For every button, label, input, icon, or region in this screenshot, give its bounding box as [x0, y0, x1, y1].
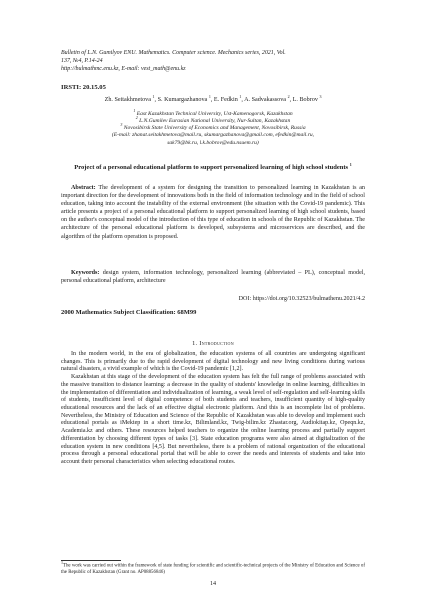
section-title: Introduction [199, 340, 234, 347]
abstract-label: Abstract: [71, 185, 96, 191]
keywords-label: Keywords: [71, 270, 100, 276]
author-affiliation-mark: 3 [319, 93, 322, 99]
author-name: L. Bobrov [292, 97, 318, 103]
journal-line-2: 137, №4, P.14-24 [61, 58, 103, 65]
author-affiliation-mark: 1 [239, 93, 242, 99]
affiliation-number: 3 [120, 122, 123, 128]
doi-link[interactable]: DOI: https://doi.org/10.32523/bulmathenu.2021/4.2 [238, 296, 365, 302]
paper-title-text: Project of a personal educational platform to support personalized learning of high school students [74, 164, 349, 171]
section-number: 1. [192, 340, 198, 347]
email-line-2: sak79@bk.ru, l.k.bobrov@edu.nsuem.ru) [167, 139, 259, 146]
footnote-text: The work was carried out within the framework of state funding for scientific and scientific-technical projects of the Ministry of Education and Science of the Republic of Kazakhstan (Grant no. AP08856846) [61, 563, 365, 575]
section-heading [61, 340, 365, 347]
author-affiliation-mark: 1 [152, 93, 155, 99]
author-list: Zh. Seitakhmetova $^1$, S. Kumargazhanova $^1$, E. Fedkin $^1$, A. Sadvakassova $^2$, L. Bobrov $^3$ [104, 93, 322, 103]
journal-line-1: Bulletin of L.N. Gumilyov ENU. Mathematics. Computer science. Mechanics series, 2021, Vol. [61, 50, 286, 56]
author-affiliation-mark: 1 [208, 93, 211, 99]
page-number: 14 [209, 581, 217, 587]
affiliation-text: L.N.Gumilev Eurasian National University, Nur-Sultan, Kazakhstan [139, 118, 291, 125]
author-name: A. Sadvakassova [244, 97, 287, 103]
paper-title [61, 161, 365, 173]
author-name: S. Kumargazhanova [157, 97, 208, 103]
affiliation-text: East Kazakhstan Technical University, Ust-Kamenogorsk, Kazakhstan [136, 111, 293, 117]
footnote [61, 560, 365, 576]
msc-classification: 2000 Mathematics Subject Classification: 68M99 [61, 309, 197, 316]
author-name: Zh. Seitakhmetova [104, 97, 151, 103]
author-name: E. Fedkin [213, 97, 238, 103]
keywords-text: design system, information technology, personalized learning (abbreviated – PL), conceptual model, personal educational platform, architecture [61, 270, 365, 285]
email-line-1: (E-mail: zhanat.seitakhmetova@mail.ru, skumargazhanova@gmail.com, efedkin@mail.ru, [111, 132, 315, 139]
author-affiliation-mark: 2 [287, 93, 290, 99]
affiliations [61, 108, 365, 147]
introduction-body [61, 351, 365, 467]
abstract-text: The development of a system for designing the transition to personalized learning in Kazakhstan is an important direction for the development of innovations both in the field of information technology and in the field of school education, taking into account the instability of the external environment (the situation with the Covid-19 pandemic). This article presents a project of a personal educational platform to support personalized learning of high school students, based on the author's conceptual model of the introduction of this type of education in schools of the Republic of Kazakhstan. The architecture of the personal educational platform is developed, subsystems and microservices are described, and the algorithm of the platform operation is proposed. [61, 185, 365, 240]
affiliation-text: Novosibirsk State University of Economics and Management, Novosibirsk, Russia [123, 125, 306, 132]
footnote-rule [61, 560, 121, 561]
intro-paragraph: Kazakhstan at this stage of the development of the education system has felt the full range of problems associated with the massive transition to distance learning: a decrease in the quality of students' knowledge in online learning, difficulties in the implementation of differentiation and individualization of learning, a weak level of self-regulation and self-learning skills of students, insufficient level of digital competence of both students and teachers, insufficient quantity of high-quality educational resources and the lack of an effective digital electronic platform. And this is an incomplete list of problems. Nevertheless, the Ministry of Education and Science of the Republic of Kazakhstan was able to develop and implement such educational portals as iMektep in a short time.kz, Bilimland.kz, Twig-bilim.kz Zhastar.org, Audiokitap.kz, Opeqn.kz, Academia.kz and others. These resources helped teachers to organize the online learning process and partially support differentiation by choosing different types of tasks [3]. State education programs were also aimed at digitalization of the education system in new conditions [4,5]. But nevertheless, there is a problem of rational organization of the educational process through a personal educational portal that will be able to cover the needs and interests of students and take into account their personal characteristics when selecting educational routes. [61, 374, 365, 466]
title-footnote-mark: 1 [349, 161, 352, 167]
footnote-mark: 1 [61, 560, 63, 565]
affiliation-number: 2 [135, 115, 138, 121]
intro-paragraph: In the modern world, in the era of globalization, the education systems of all countries are undergoing significant changes. This is primarily due to the rapid development of digital technology and new living conditions during various natural disasters, a vivid example of which is the Covid-19 pandemic [1,2]. [61, 351, 365, 373]
journal-line-3: http://bulmathmc.enu.kz, E-mail: vest_math@enu.kz [61, 66, 186, 73]
abstract [61, 184, 365, 241]
journal-header [61, 49, 365, 74]
affiliation-number: 1 [133, 108, 136, 114]
irsti-code: IRSTI: 20.15.05 [61, 84, 106, 91]
keywords [61, 269, 365, 285]
